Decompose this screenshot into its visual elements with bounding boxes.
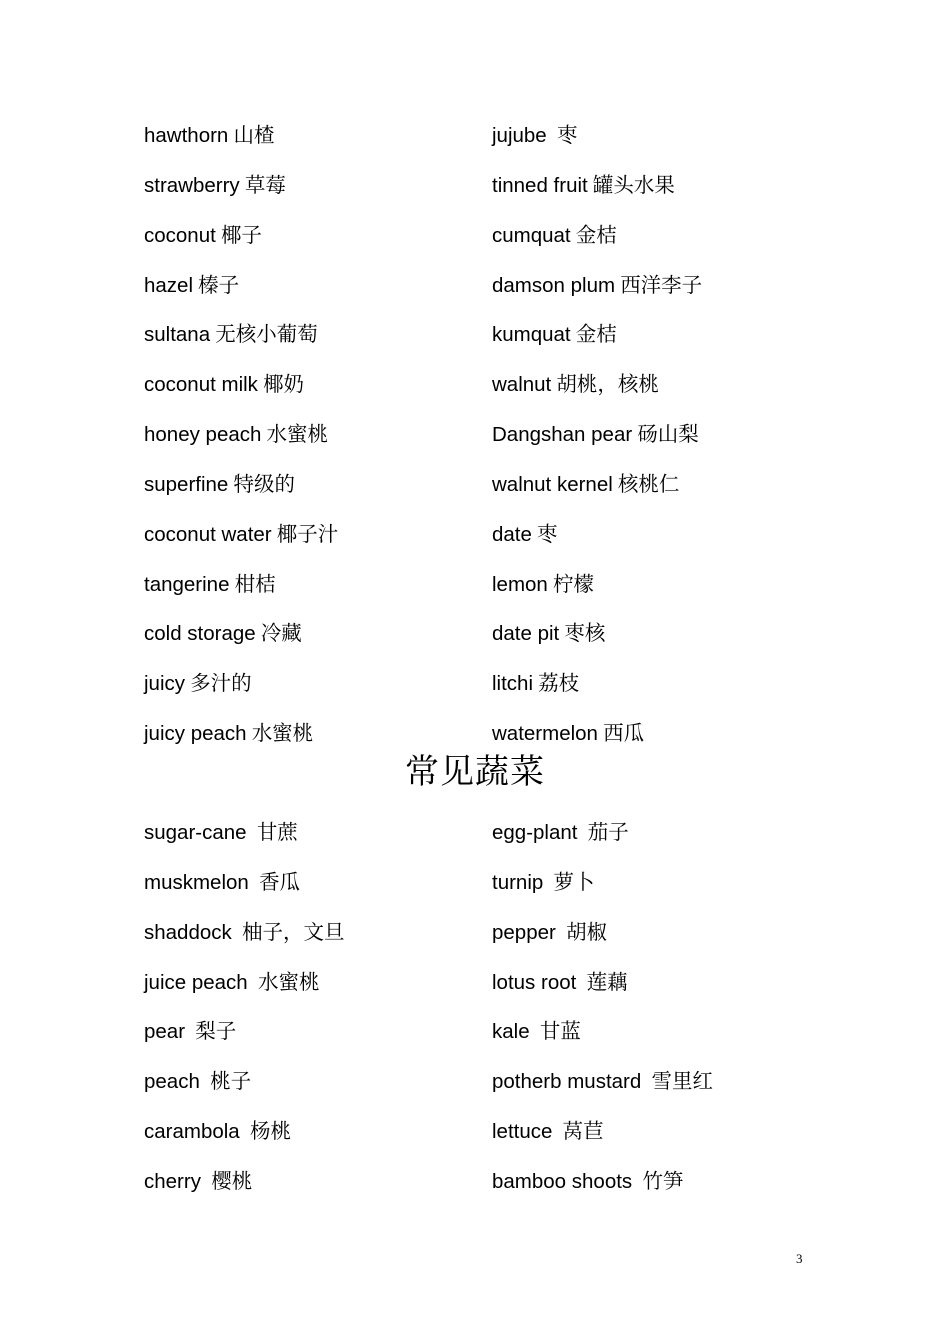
term-separator xyxy=(232,922,242,944)
vocabulary-row xyxy=(0,915,950,965)
chinese-term: 多汁的 xyxy=(190,671,252,696)
chinese-term: 甘蔗 xyxy=(256,820,298,844)
vocabulary-entry xyxy=(492,467,679,502)
vocabulary-entry xyxy=(144,118,274,153)
chinese-term: 水蜜桃 xyxy=(251,721,314,746)
chinese-term: 水蜜桃 xyxy=(257,969,320,994)
fruit-vocabulary-list xyxy=(0,118,950,766)
vocabulary-entry xyxy=(144,218,262,253)
english-term: lemon xyxy=(492,572,548,596)
vocabulary-row xyxy=(0,1114,950,1164)
chinese-term: 椰奶 xyxy=(263,372,305,397)
term-separator xyxy=(248,972,258,994)
term-separator xyxy=(577,822,587,844)
english-term: strawberry xyxy=(144,173,240,197)
english-term: turnip xyxy=(492,870,544,894)
chinese-term: 椰子 xyxy=(220,222,262,247)
vocabulary-entry xyxy=(492,1114,604,1149)
chinese-term: 胡椒 xyxy=(566,919,608,944)
english-term: sugar-cane xyxy=(144,821,247,844)
vocabulary-row xyxy=(0,815,950,865)
vocabulary-entry xyxy=(492,268,702,303)
english-term: carambola xyxy=(144,1120,240,1144)
vocabulary-entry xyxy=(492,218,617,253)
vocabulary-row xyxy=(0,417,950,467)
vegetable-vocabulary-list xyxy=(0,815,950,1214)
vocabulary-row xyxy=(0,467,950,517)
chinese-term: 西洋李子 xyxy=(620,272,703,297)
term-separator xyxy=(547,125,557,147)
term-separator xyxy=(530,1021,540,1043)
chinese-term: 柠檬 xyxy=(552,571,594,596)
page-number: 3 xyxy=(796,1251,803,1266)
english-term: tinned fruit xyxy=(492,173,588,197)
term-separator xyxy=(247,822,257,844)
chinese-term: 胡桃，核桃 xyxy=(556,372,659,397)
vocabulary-entry xyxy=(492,168,675,203)
term-separator xyxy=(543,872,553,894)
vocabulary-entry xyxy=(492,915,607,950)
chinese-term: 柚子，文旦 xyxy=(242,919,345,944)
english-term: date xyxy=(492,522,532,546)
term-separator xyxy=(201,1171,211,1193)
vocabulary-entry xyxy=(492,517,558,552)
english-term: cherry xyxy=(144,1169,201,1193)
chinese-term: 罐头水果 xyxy=(592,172,675,197)
vocabulary-row xyxy=(0,1164,950,1214)
english-term: juicy xyxy=(144,672,186,696)
chinese-term: 杨桃 xyxy=(249,1119,291,1144)
chinese-term: 山楂 xyxy=(233,123,275,147)
vocabulary-row xyxy=(0,367,950,417)
vocabulary-entry xyxy=(144,616,302,651)
term-separator xyxy=(240,1121,250,1143)
english-term: lotus root xyxy=(492,970,577,994)
chinese-term: 甘蓝 xyxy=(539,1019,581,1044)
vocabulary-entry xyxy=(492,716,644,751)
section-title: 常见蔬菜 xyxy=(405,752,545,792)
chinese-term: 萝卜 xyxy=(553,869,595,894)
vocabulary-row xyxy=(0,965,950,1015)
vocabulary-row xyxy=(0,317,950,367)
chinese-term: 榛子 xyxy=(198,272,240,297)
chinese-term: 柑桔 xyxy=(234,571,276,596)
term-separator xyxy=(556,922,566,944)
vocabulary-entry xyxy=(144,815,298,850)
english-term: coconut water xyxy=(144,522,272,546)
vocabulary-entry xyxy=(492,367,659,402)
chinese-term: 草莓 xyxy=(244,172,286,197)
vocabulary-entry xyxy=(492,317,617,352)
english-term: pepper xyxy=(492,920,556,944)
term-separator xyxy=(185,1021,195,1043)
english-term: tangerine xyxy=(144,572,230,596)
chinese-term: 荔枝 xyxy=(538,671,580,696)
english-term: juicy peach xyxy=(144,722,247,746)
vocabulary-row xyxy=(0,616,950,666)
vocabulary-entry xyxy=(144,1014,236,1049)
english-term: muskmelon xyxy=(144,870,249,894)
vocabulary-entry xyxy=(144,1164,252,1199)
vocabulary-entry xyxy=(144,1114,291,1149)
vocabulary-entry xyxy=(492,1064,713,1099)
chinese-term: 金桔 xyxy=(575,222,617,247)
english-term: walnut kernel xyxy=(492,472,613,496)
english-term: honey peach xyxy=(144,423,262,447)
chinese-term: 枣 xyxy=(556,123,578,147)
vocabulary-entry xyxy=(492,865,595,900)
vocabulary-entry xyxy=(492,815,629,850)
vocabulary-entry xyxy=(144,865,300,900)
chinese-term: 枣 xyxy=(537,521,558,546)
english-term: hazel xyxy=(144,273,194,297)
vocabulary-row xyxy=(0,168,950,218)
vocabulary-entry xyxy=(492,417,699,452)
vocabulary-row xyxy=(0,567,950,617)
vocabulary-entry xyxy=(144,965,319,1000)
english-term: hawthorn xyxy=(144,124,229,147)
term-separator xyxy=(641,1071,651,1093)
vocabulary-entry xyxy=(144,517,338,552)
vocabulary-row xyxy=(0,218,950,268)
term-separator xyxy=(576,972,586,994)
english-term: lettuce xyxy=(492,1120,553,1144)
term-separator xyxy=(552,1121,562,1143)
chinese-term: 砀山梨 xyxy=(637,422,699,447)
vocabulary-entry xyxy=(144,915,345,950)
chinese-term: 竹笋 xyxy=(642,1168,684,1193)
term-separator xyxy=(632,1171,642,1193)
vocabulary-entry xyxy=(144,268,239,303)
english-term: date pit xyxy=(492,622,560,646)
english-term: superfine xyxy=(144,472,229,496)
english-term: peach xyxy=(144,1070,200,1094)
vocabulary-row xyxy=(0,268,950,318)
vocabulary-row xyxy=(0,666,950,716)
english-term: Dangshan pear xyxy=(492,423,633,447)
vocabulary-entry xyxy=(144,317,318,352)
vocabulary-entry xyxy=(492,567,594,602)
vocabulary-entry xyxy=(492,1164,683,1199)
english-term: watermelon xyxy=(492,722,598,746)
vocabulary-entry xyxy=(144,567,276,602)
chinese-term: 椰子汁 xyxy=(276,521,339,546)
english-term: coconut milk xyxy=(144,373,258,397)
english-term: shaddock xyxy=(144,920,232,944)
vocabulary-entry xyxy=(492,616,605,651)
vocabulary-entry xyxy=(492,118,577,153)
chinese-term: 梨子 xyxy=(195,1019,237,1044)
english-term: pear xyxy=(144,1020,186,1044)
vocabulary-row xyxy=(0,1014,950,1064)
vocabulary-entry xyxy=(144,168,286,203)
chinese-term: 无核小葡萄 xyxy=(215,322,318,347)
vocabulary-entry xyxy=(492,965,628,1000)
english-term: coconut xyxy=(144,223,216,247)
english-term: egg-plant xyxy=(492,821,578,844)
chinese-term: 枣核 xyxy=(564,621,606,646)
vocabulary-row xyxy=(0,1064,950,1114)
vocabulary-entry xyxy=(144,666,252,701)
vocabulary-entry xyxy=(492,666,579,701)
chinese-term: 冷藏 xyxy=(260,621,302,646)
chinese-term: 雪里红 xyxy=(651,1069,714,1094)
term-separator xyxy=(200,1071,210,1093)
chinese-term: 水蜜桃 xyxy=(266,422,329,447)
vocabulary-row xyxy=(0,865,950,915)
english-term: litchi xyxy=(492,672,534,696)
vocabulary-row xyxy=(0,517,950,567)
chinese-term: 莴苣 xyxy=(562,1119,604,1144)
english-term: damson plum xyxy=(492,273,616,297)
chinese-term: 茄子 xyxy=(587,820,629,844)
english-term: cold storage xyxy=(144,622,256,646)
english-term: sultana xyxy=(144,323,211,347)
vocabulary-entry xyxy=(492,1014,581,1049)
english-term: juice peach xyxy=(144,970,248,994)
vocabulary-entry xyxy=(144,1064,251,1099)
english-term: cumquat xyxy=(492,223,571,247)
chinese-term: 樱桃 xyxy=(211,1168,253,1193)
chinese-term: 桃子 xyxy=(210,1069,252,1094)
english-term: potherb mustard xyxy=(492,1070,642,1094)
chinese-term: 金桔 xyxy=(575,322,617,347)
vocabulary-entry xyxy=(144,367,304,402)
chinese-term: 香瓜 xyxy=(259,869,301,894)
term-separator xyxy=(249,872,259,894)
chinese-term: 西瓜 xyxy=(603,721,645,746)
vocabulary-row xyxy=(0,118,950,168)
english-term: bamboo shoots xyxy=(492,1169,633,1193)
vocabulary-entry xyxy=(144,417,328,452)
chinese-term: 特级的 xyxy=(233,471,295,496)
chinese-term: 核桃仁 xyxy=(617,471,680,496)
english-term: walnut xyxy=(492,373,552,397)
vocabulary-entry xyxy=(144,467,295,502)
vocabulary-entry xyxy=(144,716,313,751)
english-term: kale xyxy=(492,1020,530,1044)
english-term: jujube xyxy=(492,124,547,147)
chinese-term: 莲藕 xyxy=(586,969,628,994)
english-term: kumquat xyxy=(492,323,571,347)
